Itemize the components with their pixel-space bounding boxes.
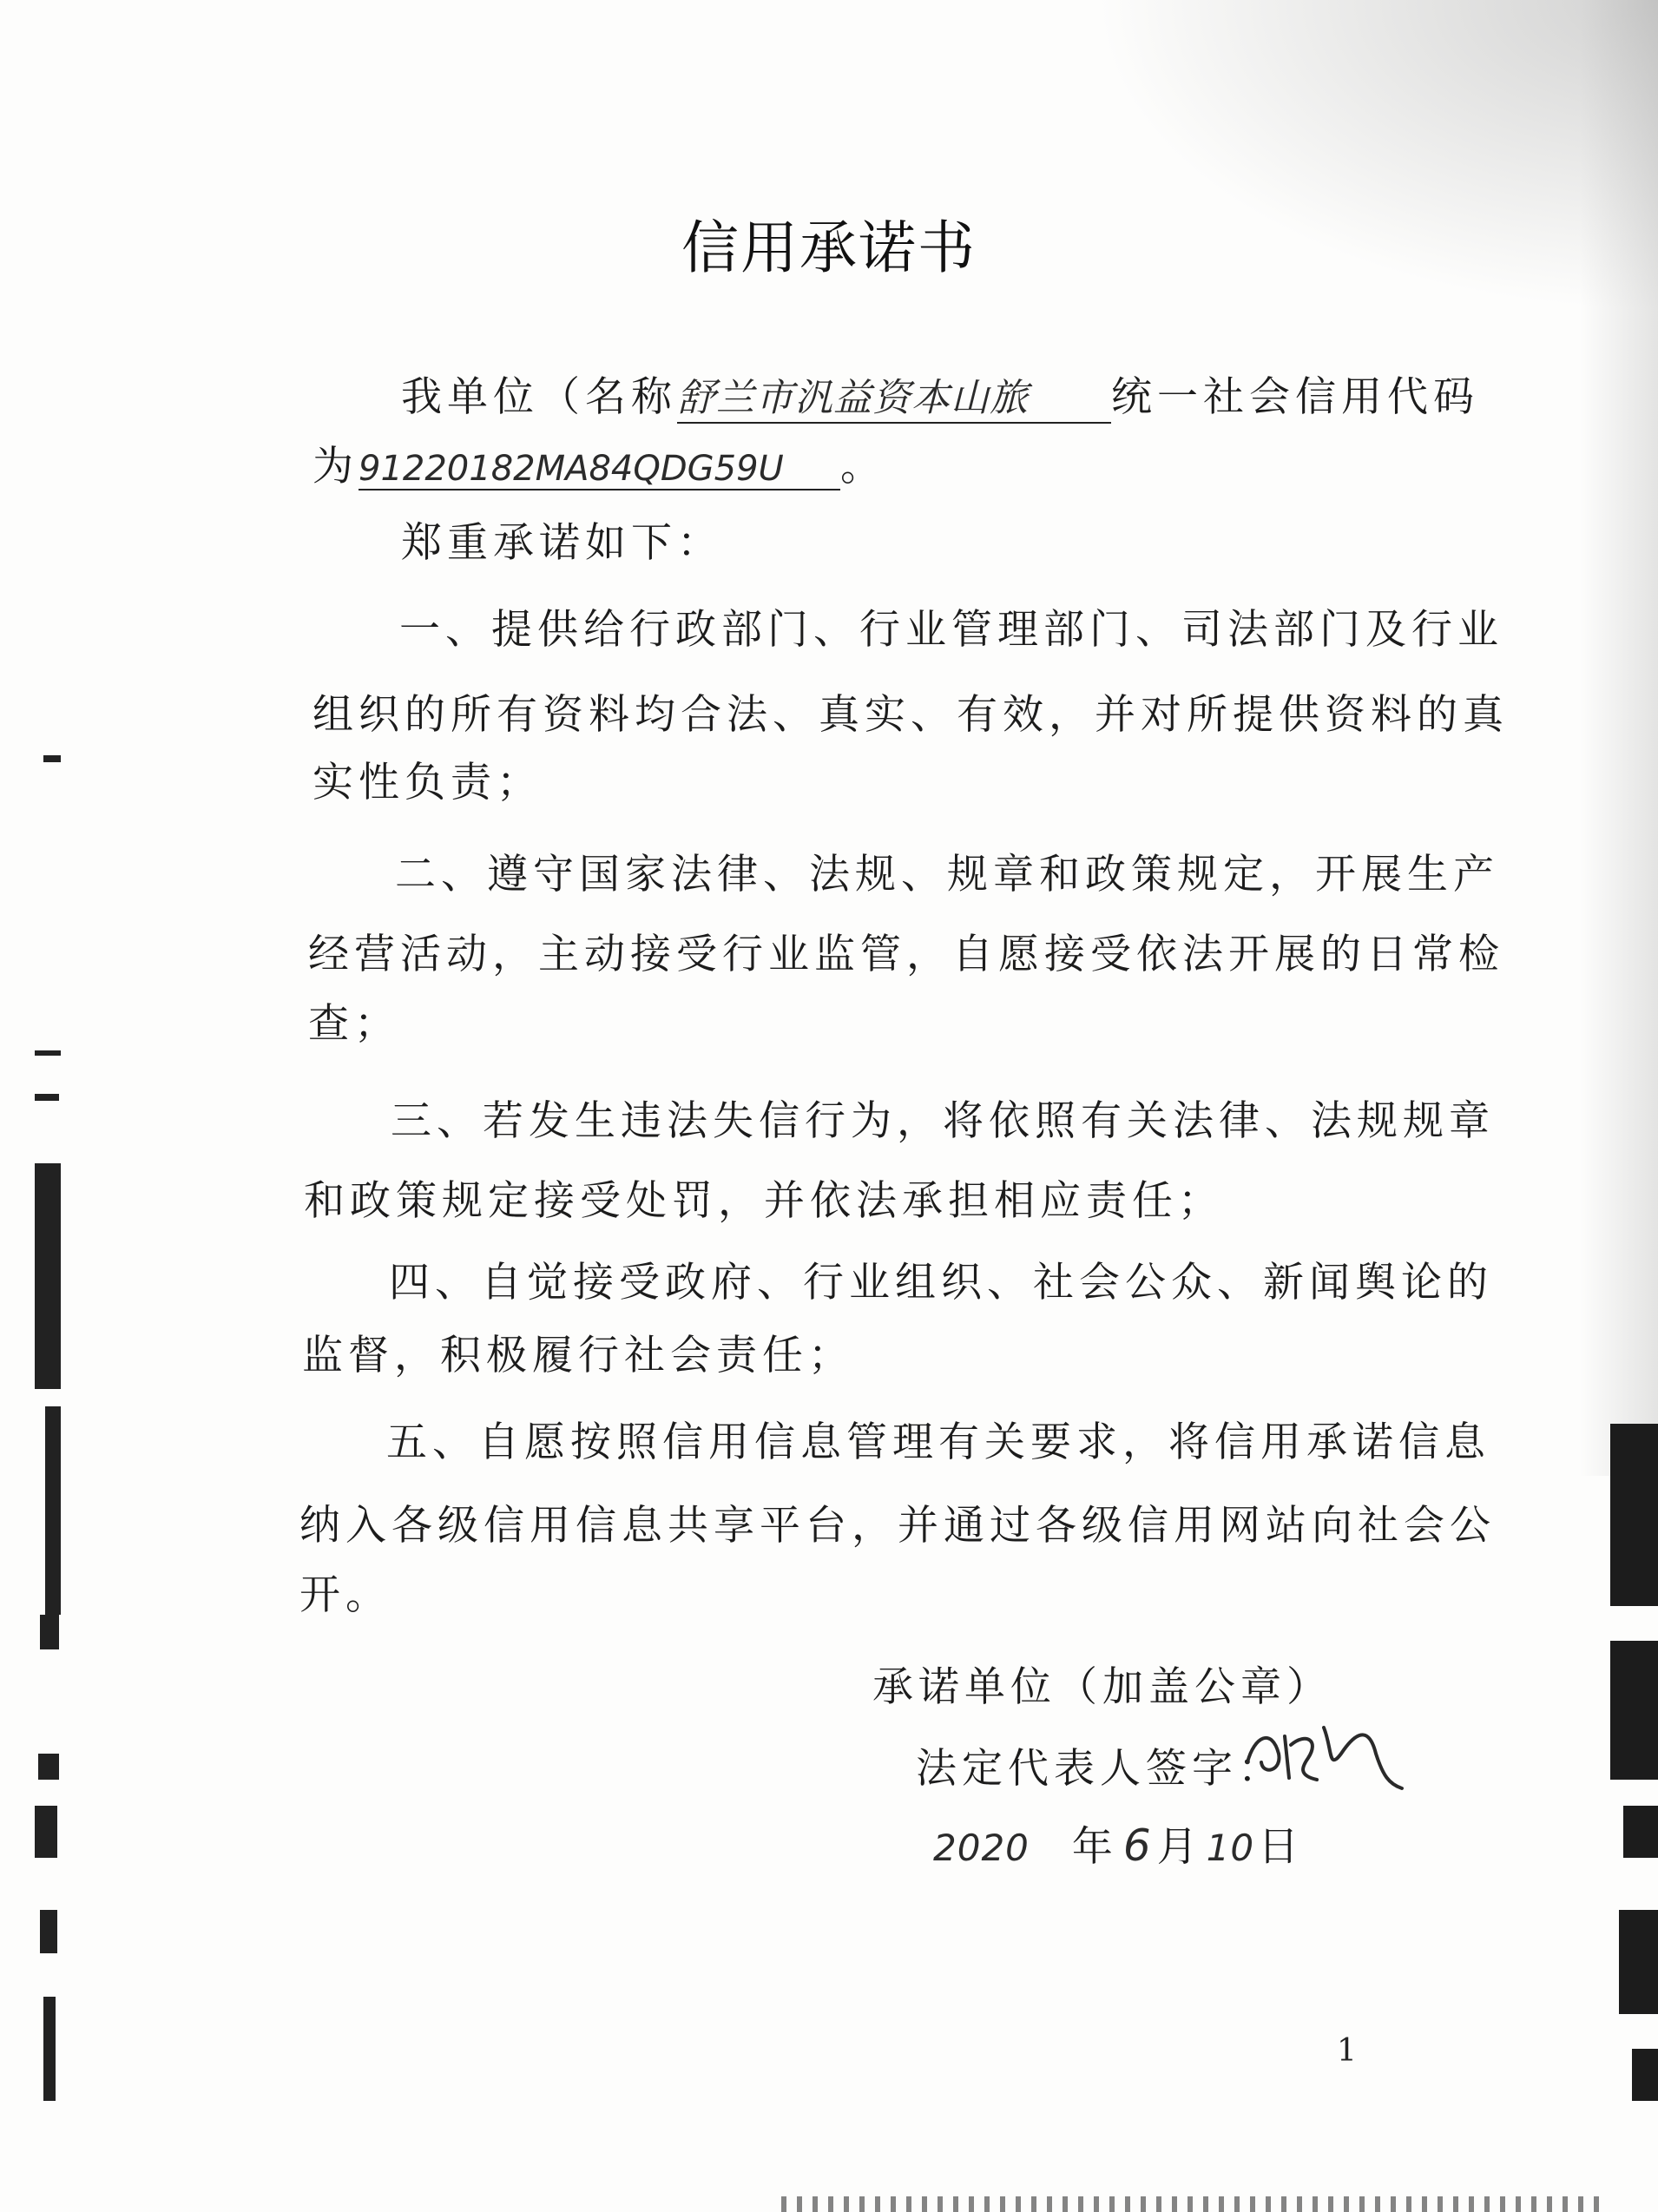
scan-edge-bottom (781, 2196, 1606, 2212)
item-4-line-2: 监督，积极履行社会责任； (302, 1332, 854, 1379)
item-3-line-2: 和政策规定接受处罚，并依法承担相应责任； (304, 1177, 1224, 1225)
item-5-line-2: 纳入各级信用信息共享平台，并通过各级信用网站向社会公 (299, 1502, 1496, 1550)
date-day-handwritten: 10 (1206, 1827, 1255, 1869)
intro-line-3: 郑重承诺如下： (401, 519, 723, 567)
item-1-line-1: 一、提供给行政部门、行业管理部门、司法部门及行业 (399, 606, 1503, 654)
intro-prefix-2: 为 (313, 443, 359, 490)
item-1-line-3: 实性负责； (313, 759, 543, 806)
page-number: 1 (1337, 2033, 1357, 2069)
item-2-line-3: 查； (308, 1000, 400, 1048)
date-day-char: 日 (1258, 1823, 1305, 1871)
intro-prefix: 我单位（名称 (401, 373, 677, 421)
item-3-line-1: 三、若发生违法失信行为，将依照有关法律、法规规章 (391, 1097, 1495, 1145)
date-month-char: 月 (1156, 1823, 1203, 1871)
unit-name-handwritten: 舒兰市汎益资本山旅 (677, 366, 1111, 424)
intro-suffix: 统一社会信用代码 (1111, 373, 1479, 421)
scan-edge-right (1606, 1424, 1658, 2101)
scan-edge-left (0, 0, 78, 2212)
item-4-line-1: 四、自觉接受政府、行业组织、社会公众、新闻舆论的 (389, 1259, 1493, 1307)
date-month-handwritten: 6 (1122, 1820, 1152, 1871)
date-line (933, 1814, 1304, 1873)
item-2-line-2: 经营活动，主动接受行业监管，自愿接受依法开展的日常检 (308, 931, 1504, 978)
date-year-char: 年 (1071, 1823, 1118, 1871)
signature-label: 法定代表人签字： (916, 1745, 1284, 1793)
handwritten-signature (1237, 1702, 1411, 1806)
item-5-line-1: 五、自愿按照信用信息管理有关要求，将信用承诺信息 (386, 1419, 1490, 1466)
document-title: 信用承诺书 (681, 214, 977, 281)
item-1-line-2: 组织的所有资料均合法、真实、有效，并对所提供资料的真 (313, 691, 1509, 739)
intro-line-2 (313, 434, 886, 492)
item-2-line-1: 二、遵守国家法律、法规、规章和政策规定，开展生产 (395, 851, 1499, 899)
date-year-handwritten: 2020 (933, 1827, 1030, 1869)
intro-line-1 (401, 365, 1479, 424)
commitment-unit-label: 承诺单位（加盖公章） (872, 1663, 1332, 1711)
intro-suffix-2: 。 (840, 443, 886, 490)
credit-code-handwritten: 91220182MA84QDG59U (359, 449, 840, 490)
item-5-line-3: 开。 (299, 1571, 391, 1619)
signature-line (916, 1736, 1284, 1794)
